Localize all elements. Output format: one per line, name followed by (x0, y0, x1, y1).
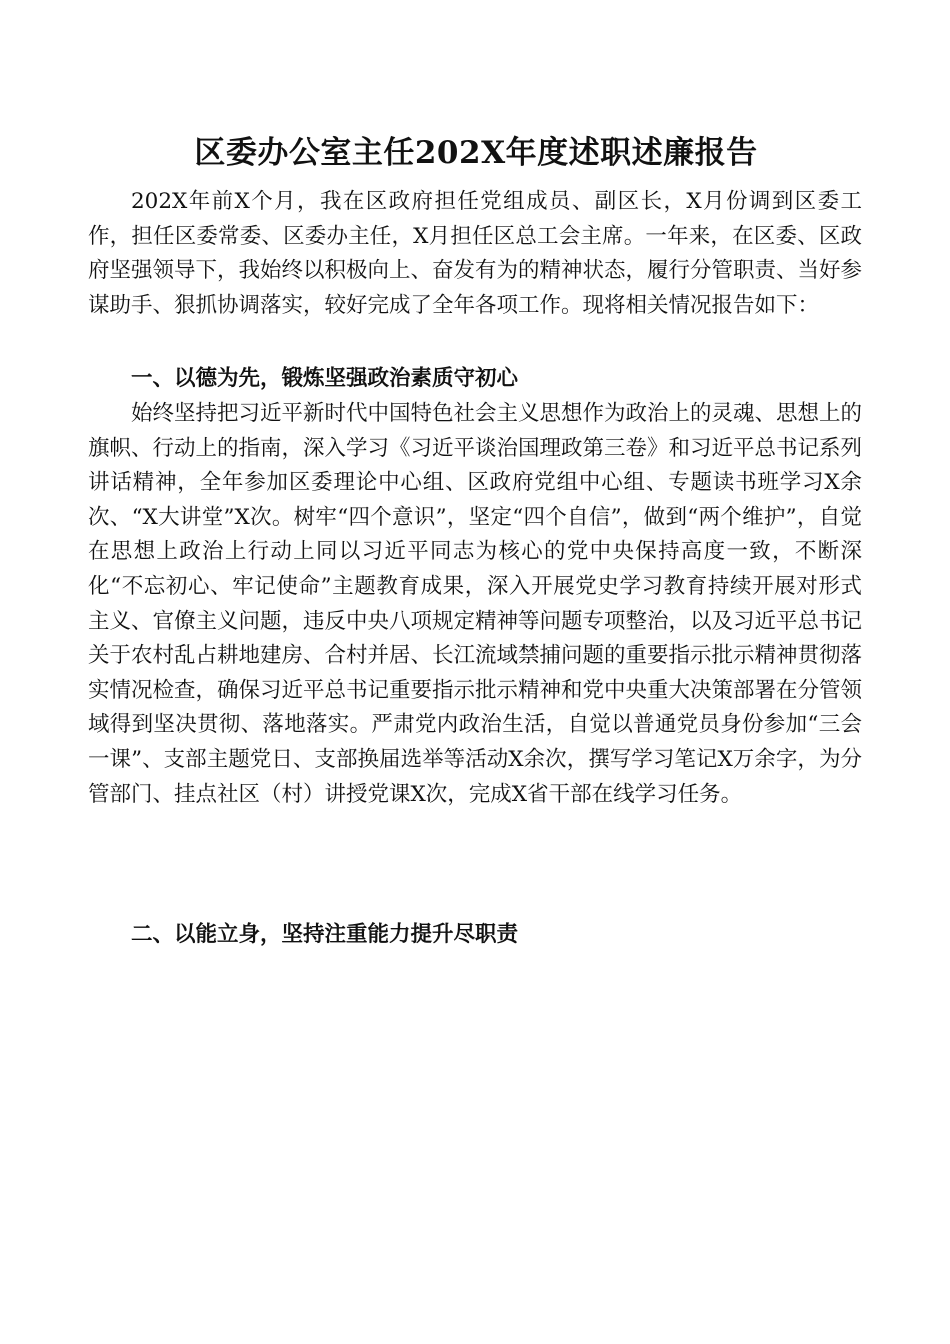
intro-paragraph: 202X年前X个月，我在区政府担任党组成员、副区长，X月份调到区委工作，担任区委常委、区委办主任，X月担任区总工会主席。一年来，在区委、区政府坚强领导下，我始终以积极向上、奋发有为的精神状态，履行分管职责、当好参谋助手、狠抓协调落实，较好完成了全年各项工作。现将相关情况报告如下： (88, 189, 863, 318)
document-title: 区委办公室主任202X年度述职述廉报告 (194, 135, 758, 171)
section-heading-1: 一、以德为先，锻炼坚强政治素质守初心 (131, 366, 519, 391)
section-heading-2: 二、以能立身，坚持注重能力提升尽职责 (131, 922, 519, 947)
section-1-paragraph: 始终坚持把习近平新时代中国特色社会主义思想作为政治上的灵魂、思想上的旗帜、行动上的指南，深入学习《习近平谈治国理政第三卷》和习近平总书记系列讲话精神，全年参加区委理论中心组、区政府党组中心组、专题读书班学习X余次、“X大讲堂”X次。树牢“四个意识”，坚定“四个自信”，做到“两个维护”，自觉在思想上政治上行动上同以习近平同志为核心的党中央保持高度一致，不断深化“不忘初心、牢记使命”主题教育成果，深入开展党史学习教育持续开展对形式主义、官僚主义问题，违反中央八项规定精神等问题专项整治，以及习近平总书记关于农村乱占耕地建房、合村并居、长江流域禁捕问题的重要指示批示精神贯彻落实情况检查，确保习近平总书记重要指示批示精神和党中央重大决策部署在分管领域得到坚决贯彻、落地落实。严肃党内政治生活，自觉以普通党员身份参加“三会一课”、支部主题党日、支部换届选举等活动X余次，撰写学习笔记X万余字，为分管部门、挂点社区（村）讲授党课X次，完成X省干部在线学习任务。 (88, 401, 863, 807)
